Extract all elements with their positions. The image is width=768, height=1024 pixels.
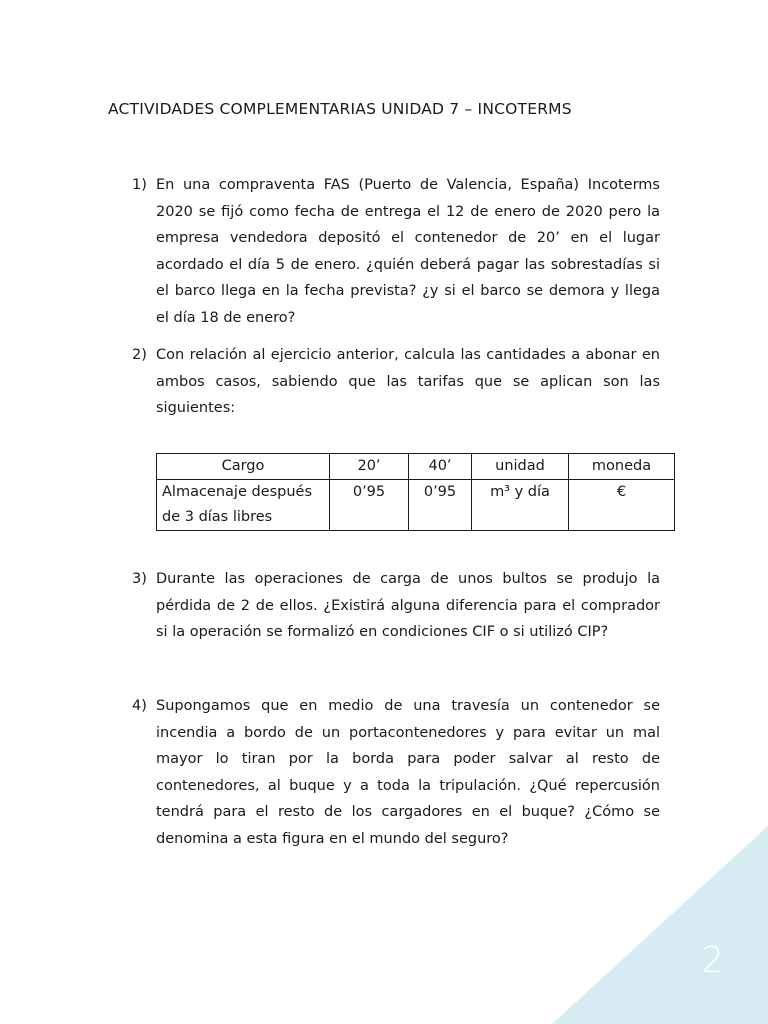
table-header-cell: 20’ [330, 454, 409, 480]
question-text: Durante las operaciones de carga de unos bultos se produjo la pérdida de 2 de ellos. ¿Existirá alguna diferencia para el comprador si la operación se formalizó en condiciones CIF o si utilizó CIP? [156, 571, 660, 641]
table-header-cell: 40’ [409, 454, 472, 480]
question-text: Con relación al ejercicio anterior, calcula las cantidades a abonar en ambos casos, sabiendo que las tarifas que se aplican son las siguientes: [156, 347, 660, 417]
question-text: Supongamos que en medio de una travesía un contenedor se incendia a bordo de un portacontenedores y para evitar un mal mayor lo tiran por la borda para poder salvar al resto de contenedores, al buque y a toda la tripulación. ¿Qué repercusión tendrá para el resto de los cargadores en el buque? ¿Cómo se denomina a esta figura en el mundo del seguro? [156, 698, 660, 847]
question-number: 3) [132, 571, 147, 587]
table-cell: m³ y día [472, 480, 569, 531]
question-number: 2) [132, 347, 147, 363]
table-header-cell: unidad [472, 454, 569, 480]
table-cell: 0’95 [330, 480, 409, 531]
question-text: En una compraventa FAS (Puerto de Valencia, España) Incoterms 2020 se fijó como fecha de entrega el 12 de enero de 2020 pero la empresa vendedora depositó el contenedor de 20’ en el lugar acordado el día 5 de enero. ¿quién deberá pagar las sobrestadías si el barco llega en la fecha prevista? ¿y si el barco se demora y llega el día 18 de enero? [156, 177, 660, 326]
page-title: ACTIVIDADES COMPLEMENTARIAS UNIDAD 7 – INCOTERMS [108, 100, 572, 118]
table-cell: 0’95 [409, 480, 472, 531]
page-number: 2 [701, 940, 724, 981]
table-header-cell: Cargo [157, 454, 330, 480]
table-header-cell: moneda [569, 454, 675, 480]
question-number: 4) [132, 698, 147, 714]
table-cell: Almacenaje después de 3 días libres [157, 480, 330, 531]
table-cell: € [569, 480, 675, 531]
question-number: 1) [132, 177, 147, 193]
